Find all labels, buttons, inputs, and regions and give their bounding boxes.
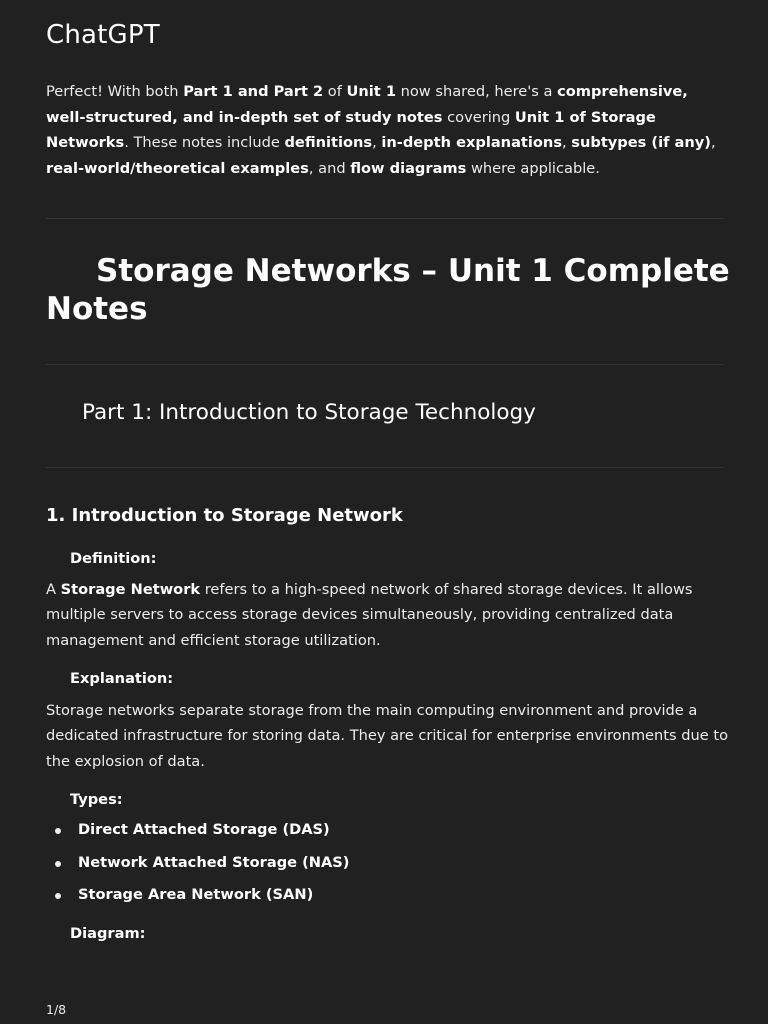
intro-text: . These notes include	[124, 134, 285, 152]
intro-bold: Unit 1 of Storage Networks	[46, 108, 656, 152]
definition-bold: Storage Network	[60, 581, 201, 598]
intro-bold: subtypes (if any)	[571, 134, 711, 152]
page-number: 1/8	[46, 1002, 67, 1017]
intro-text: covering	[442, 108, 515, 126]
intro-text: ,	[710, 134, 716, 152]
intro-text: now shared, here's a	[395, 83, 558, 100]
intro-text: where applicable.	[466, 159, 600, 177]
intro-paragraph	[46, 79, 726, 181]
definition-text: A	[46, 581, 61, 598]
section-title: 1. Introduction to Storage Network	[46, 505, 403, 526]
definition-paragraph	[46, 577, 730, 653]
intro-bold: Part 1 and Part 2	[183, 83, 324, 100]
bullet	[55, 893, 61, 899]
intro-bold: definitions	[284, 134, 373, 152]
intro-text: , and	[308, 159, 351, 177]
intro-text: ,	[562, 134, 572, 152]
part-title: Part 1: Introduction to Storage Technology	[82, 400, 536, 425]
main-title	[46, 252, 736, 328]
intro-text: ,	[372, 134, 382, 152]
types-label: Types:	[70, 791, 123, 808]
intro-bold: comprehensive, well-structured, and in-depth set of study notes	[46, 83, 688, 126]
intro-bold: flow diagrams	[350, 159, 467, 177]
diagram-label: Diagram:	[70, 925, 146, 942]
app-title: ChatGPT	[46, 20, 160, 50]
intro-bold: in-depth explanations	[381, 134, 563, 152]
intro-bold: real-world/theoretical examples	[46, 159, 309, 177]
main-title-text: Storage Networks – Unit 1 Complete Notes	[46, 253, 730, 327]
intro-text: of	[323, 83, 347, 100]
intro-text: Perfect! With both	[46, 83, 184, 100]
list-item: Network Attached Storage (NAS)	[78, 854, 350, 871]
bullet	[55, 828, 61, 834]
definition-label: Definition:	[70, 550, 157, 567]
explanation-paragraph: Storage networks separate storage from the main computing environment and provide a dedicated infrastructure for storing data. They are critical for enterprise environments due to the explosion of data.	[46, 702, 729, 770]
list-item: Storage Area Network (SAN)	[78, 886, 314, 903]
divider	[46, 364, 724, 365]
explanation-label: Explanation:	[70, 670, 174, 687]
divider	[46, 218, 724, 219]
list-item: Direct Attached Storage (DAS)	[78, 821, 330, 838]
intro-bold: Unit 1	[346, 83, 396, 100]
divider	[46, 467, 724, 468]
definition-text: refers to a high-speed network of shared storage devices. It allows multiple servers to access storage devices simultaneously, providing centralized data management and efficient storage utilization.	[46, 581, 693, 649]
bullet	[55, 861, 61, 867]
